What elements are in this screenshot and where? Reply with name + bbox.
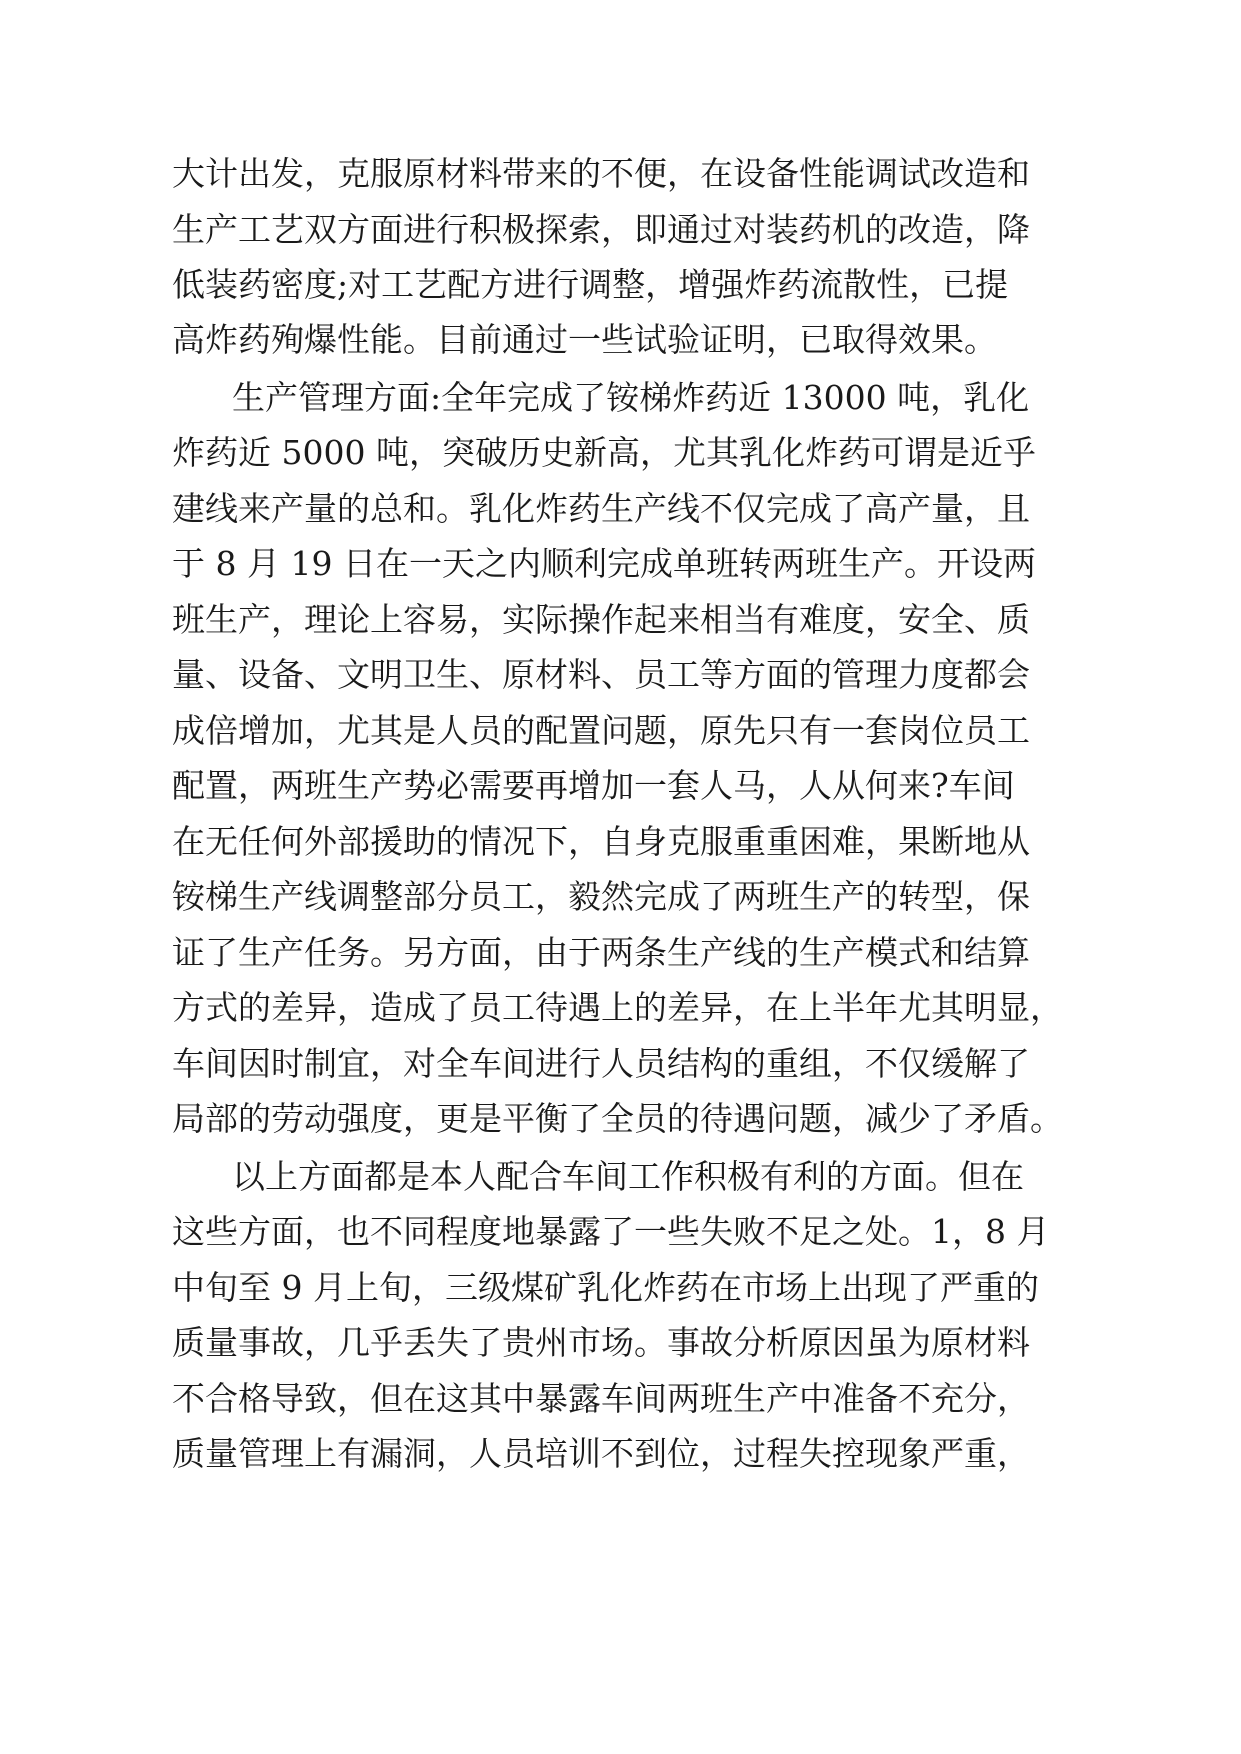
text-line	[0, 1157, 1241, 1197]
line-text: 不合格导致，但在这其中暴露车间两班生产中准备不充分，	[172, 1379, 1030, 1418]
line-text: 高炸药殉爆性能。目前通过一些试验证明，已取得效果。	[172, 320, 997, 359]
line-text: 证了生产任务。另方面，由于两条生产线的生产模式和结算	[172, 933, 1030, 972]
text-line	[0, 378, 1241, 418]
line-text: 量、设备、文明卫生、原材料、员工等方面的管理力度都会	[172, 655, 1030, 694]
text-line	[0, 877, 1241, 917]
text-line	[0, 1379, 1241, 1419]
line-text: 铵梯生产线调整部分员工，毅然完成了两班生产的转型，保	[172, 877, 1030, 916]
line-text: 建线来产量的总和。乳化炸药生产线不仅完成了高产量，且	[172, 489, 1030, 528]
text-line	[0, 766, 1241, 806]
line-text: 质量管理上有漏洞，人员培训不到位，过程失控现象严重，	[172, 1434, 1030, 1473]
text-line	[0, 1323, 1241, 1363]
line-text: 成倍增加，尤其是人员的配置问题，原先只有一套岗位员工	[172, 711, 1030, 750]
text-line	[0, 711, 1241, 751]
text-line	[0, 1212, 1241, 1252]
text-line	[0, 154, 1241, 194]
line-text: 以上方面都是本人配合车间工作积极有利的方面。但在	[232, 1157, 1024, 1196]
line-text: 生产管理方面:全年完成了铵梯炸药近 13000 吨，乳化	[232, 378, 1030, 417]
text-line	[0, 933, 1241, 973]
text-line	[0, 1099, 1241, 1139]
text-line	[0, 320, 1241, 360]
line-text: 于 8 月 19 日在一天之内顺利完成单班转两班生产。开设两	[172, 544, 1036, 583]
text-line	[0, 265, 1241, 305]
text-line	[0, 544, 1241, 584]
line-text: 配置，两班生产势必需要再增加一套人马，人从何来?车间	[172, 766, 1015, 805]
line-text: 局部的劳动强度，更是平衡了全员的待遇问题，减少了矛盾。	[172, 1099, 1063, 1138]
text-line	[0, 433, 1241, 473]
text-line	[0, 1434, 1241, 1474]
text-line	[0, 600, 1241, 640]
line-text: 大计出发，克服原材料带来的不便，在设备性能调试改造和	[172, 154, 1030, 193]
line-text: 生产工艺双方面进行积极探索，即通过对装药机的改造，降	[172, 210, 1030, 249]
text-line	[0, 988, 1241, 1028]
line-text: 质量事故，几乎丢失了贵州市场。事故分析原因虽为原材料	[172, 1323, 1030, 1362]
text-line	[0, 655, 1241, 695]
line-text: 低装药密度;对工艺配方进行调整，增强炸药流散性，已提	[172, 265, 1009, 304]
line-text: 中旬至 9 月上旬，三级煤矿乳化炸药在市场上出现了严重的	[172, 1268, 1039, 1307]
line-text: 这些方面，也不同程度地暴露了一些失败不足之处。1，8 月	[172, 1212, 1050, 1251]
text-line	[0, 210, 1241, 250]
line-text: 班生产，理论上容易，实际操作起来相当有难度，安全、质	[172, 600, 1030, 639]
line-text: 炸药近 5000 吨，突破历史新高，尤其乳化炸药可谓是近乎	[172, 433, 1036, 472]
text-line	[0, 822, 1241, 862]
line-text: 方式的差异，造成了员工待遇上的差异，在上半年尤其明显，	[172, 988, 1063, 1027]
line-text: 车间因时制宜，对全车间进行人员结构的重组，不仅缓解了	[172, 1044, 1030, 1083]
text-line	[0, 489, 1241, 529]
text-line	[0, 1268, 1241, 1308]
line-text: 在无任何外部援助的情况下，自身克服重重困难，果断地从	[172, 822, 1030, 861]
text-line	[0, 1044, 1241, 1084]
